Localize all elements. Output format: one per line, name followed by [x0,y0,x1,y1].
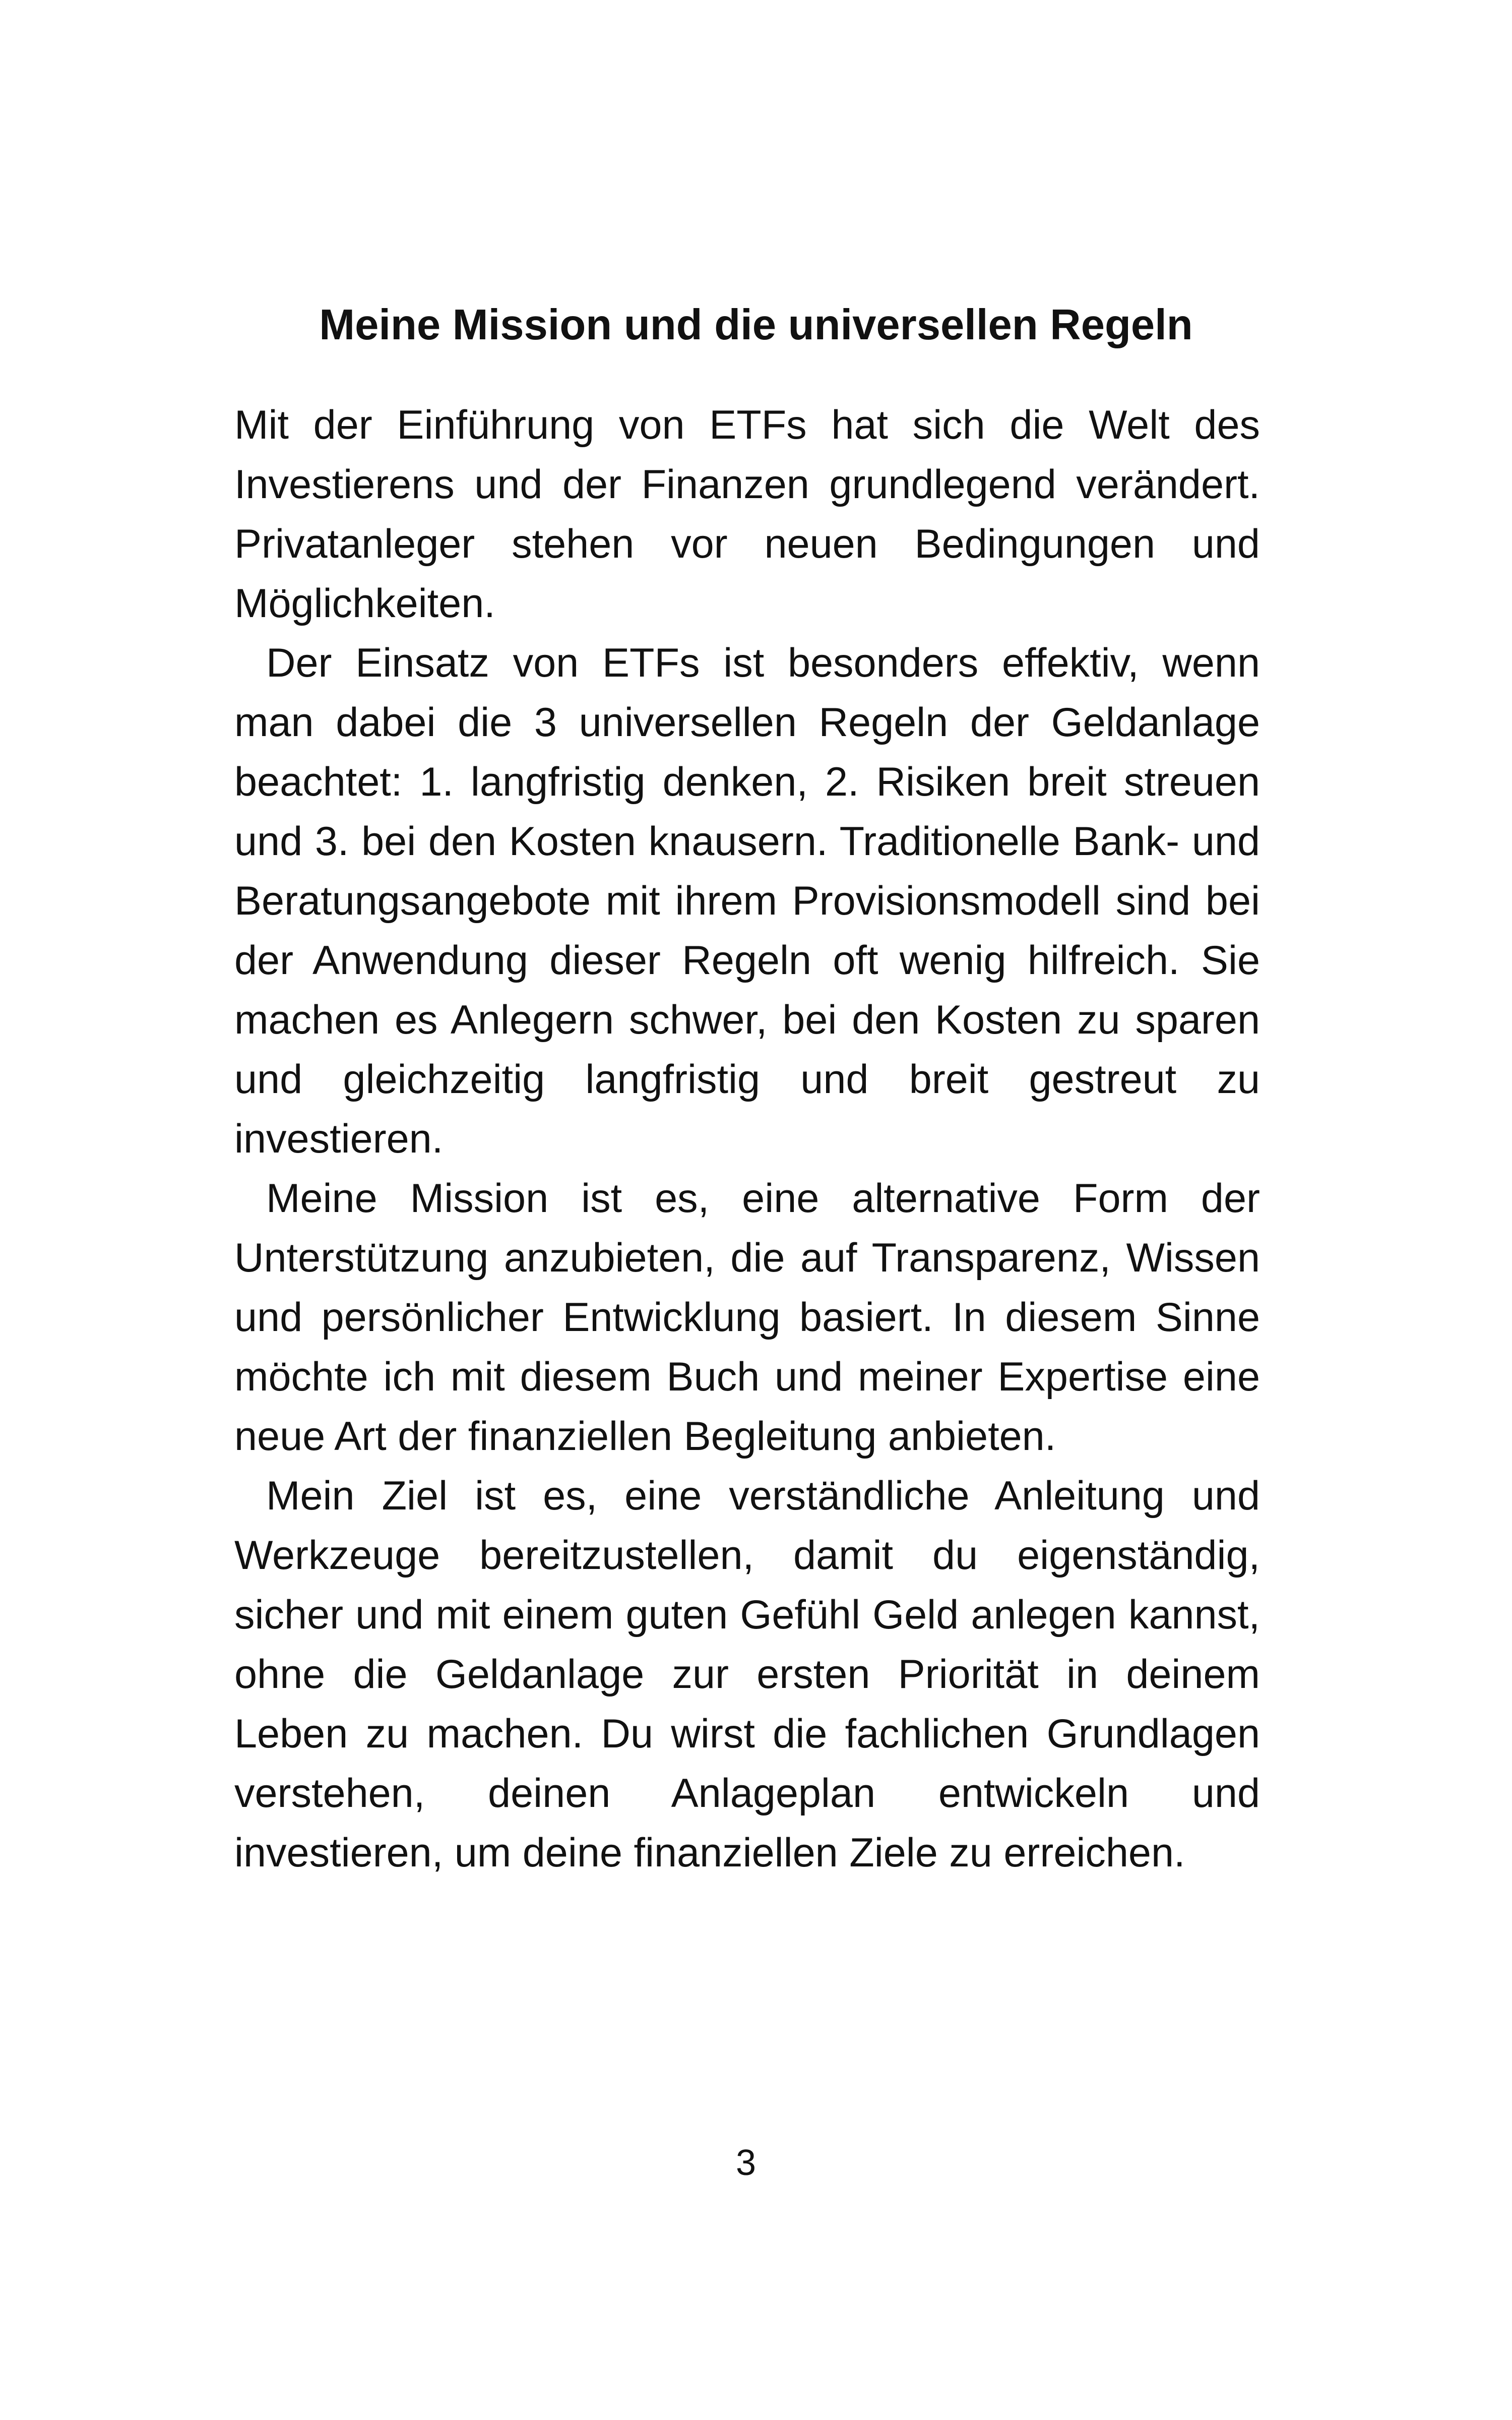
paragraph-2: Der Einsatz von ETFs ist besonders effektiv, wenn man dabei die 3 universellen Regeln der Geldanlage beachtet: 1. langfristig denken, 2. Risiken breit streuen und 3. bei den Kosten knausern. Traditionelle Bank- und Beratungsangebote mit ihrem Provisionsmodell sind bei der Anwendung dieser Regeln oft wenig hilfreich. Sie machen es Anlegern schwer, bei den Kosten zu sparen und gleichzeitig langfristig und breit gestreut zu investieren. [234,640,1260,1162]
body-text [234,395,1260,1883]
page-number: 3 [735,2143,757,2183]
chapter-title: Meine Mission und die universellen Regeln [319,301,1193,349]
paragraph-4: Mein Ziel ist es, eine verständliche Anleitung und Werkzeuge bereitzustellen, damit du eigenständig, sicher und mit einem guten Gefühl Geld anlegen kannst, ohne die Geldanlage zur ersten Priorität in deinem Leben zu machen. Du wirst die fachlichen Grundlagen verstehen, deinen Anlageplan entwickeln und investieren, um deine finanziellen Ziele zu erreichen. [234,1473,1260,1876]
paragraph-1: Mit der Einführung von ETFs hat sich die Welt des Investierens und der Finanzen grundlegend verändert. Privatanleger stehen vor neuen Bedingungen und Möglichkeiten. [234,402,1260,626]
paragraph-3: Meine Mission ist es, eine alternative Form der Unterstützung anzubieten, die auf Transparenz, Wissen und persönlicher Entwicklung basiert. In diesem Sinne möchte ich mit diesem Buch und meiner Expertise eine neue Art der finanziellen Begleitung anbieten. [234,1176,1260,1459]
